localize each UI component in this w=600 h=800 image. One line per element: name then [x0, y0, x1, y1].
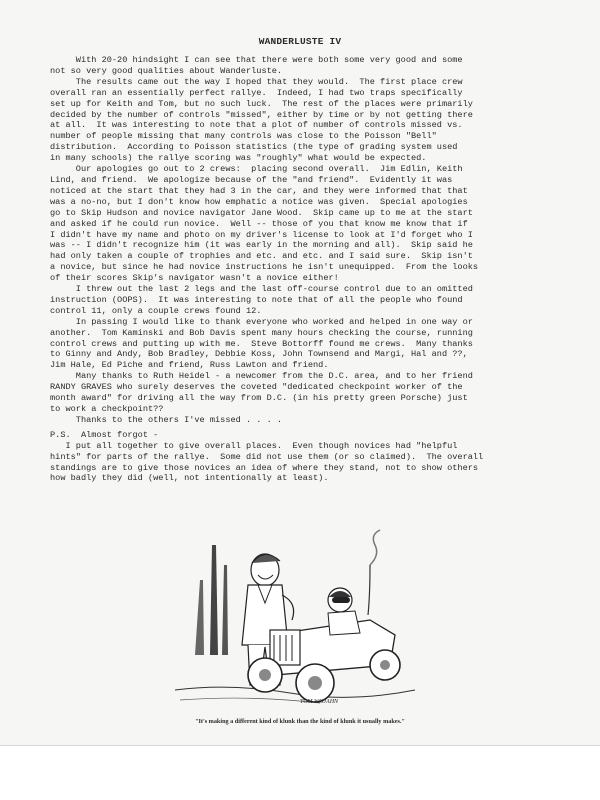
text-line: Jim Hale, Ed Piche and friend, Russ Lawton and friend. — [50, 360, 329, 371]
text-line: With 20-20 hindsight I can see that there were both some very good and some — [50, 55, 463, 65]
text-line: set up for Keith and Tom, but no such luck. The rest of the places were primarily — [50, 98, 473, 109]
text-line: control 11, only a couple crews found 12. — [50, 305, 262, 316]
cartoon-illustration — [170, 525, 420, 710]
text-line: hints" for parts of the rallye. Some did not use them (or so claimed). The overall — [50, 451, 484, 462]
text-line: and asked if he could run novice. Well -- those of you that know me know that if — [50, 218, 468, 229]
text-line: go to Skip Hudson and novice navigator Jane Wood. Skip came up to me at the start — [50, 207, 473, 218]
text-line: control crews and putting up with me. Steve Bottorff found me crews. Many thanks — [50, 338, 473, 349]
text-line: a novice, but since he had novice instructions he isn't unequipped. From the looks — [50, 262, 479, 273]
text-line: another. Tom Kaminski and Bob Davis spent many hours checking the course, running — [50, 327, 473, 338]
text-line: to Ginny and Andy, Bob Bradley, Debbie Koss, John Townsend and Margi, Hal and ??, — [50, 349, 468, 360]
text-line: Our apologies go out to 2 crews: placing second overall. Jim Edlin, Keith — [50, 164, 463, 175]
text-line: overall ran an essentially perfect rallye. Indeed, I had two traps specifically — [50, 87, 463, 98]
text-line: was a no-no, but I don't know how emphatic a notice was given. Special apologies — [50, 196, 468, 207]
text-line: instruction (OOPS). It was interesting to note that of all the people who found — [50, 294, 463, 305]
text-line: was -- I didn't recognize him (it was early in the morning and all). Skip said he — [50, 240, 473, 251]
text-line: standings are to give those novices an idea of where they stand, not to show others — [50, 462, 479, 473]
text-line: The results came out the way I hoped that they would. The first place crew — [50, 76, 463, 87]
text-line: In passing I would like to thank everyone who worked and helped in one way or — [50, 316, 473, 327]
text-line: Thanks to the others I've missed . . . . — [50, 414, 283, 425]
text-line: to work a checkpoint?? — [50, 404, 164, 414]
text-line: RANDY GRAVES who surely deserves the coveted "dedicated checkpoint worker of the — [50, 382, 463, 393]
text-line: I put all together to give overall places. Even though novices had "helpful — [50, 440, 458, 451]
text-line: not so very good qualities about Wanderluste. — [50, 65, 283, 76]
text-line: in many schools) the rallye scoring was "roughly" what would be expected. — [50, 153, 427, 164]
text-line: noticed at the start that they had 3 in the car, and they were informed that that — [50, 185, 468, 196]
text-line: how badly they did (well, not intentionally at least). — [50, 473, 329, 484]
text-line: decided by the number of controls "missed", either by time or by not getting there — [50, 109, 473, 120]
cartoon-caption: "It's making a different kind of klunk than the kind of klunk it usually makes." — [195, 718, 405, 725]
page-title: WANDERLUSTE IV — [258, 36, 342, 47]
text-line: I threw out the last 2 legs and the last off-course control due to an omitted — [50, 284, 473, 295]
text-line: had only taken a couple of trophies and etc. and etc. and I said sure. Skip isn't — [50, 251, 473, 262]
text-line: at all. It was interesting to note that a plot of number of controls missed vs. — [50, 120, 463, 131]
cartoon-signature: TOM WOJAHN — [300, 699, 339, 705]
text-line: distribution. According to Poisson statistics (the type of grading system used — [50, 142, 458, 153]
text-line: Lind, and friend. We apologize because of the "and friend". Evidently it was — [50, 174, 453, 185]
text-line: of their scores Skip's navigator wasn't a novice either! — [50, 273, 339, 284]
text-line: month award" for driving all the way from D.C. (in his pretty green Porsche) just — [50, 393, 468, 404]
text-line: number of people missing that many controls was close to the Poisson "Bell" — [50, 131, 437, 142]
text-line: Many thanks to Ruth Heidel - a newcomer from the D.C. area, and to her friend — [50, 371, 473, 382]
article-body — [50, 55, 570, 484]
text-line: I didn't have my name and photo on my driver's license to look at I'd forget who I — [50, 229, 473, 240]
text-line: P.S. Almost forgot - — [50, 429, 159, 440]
